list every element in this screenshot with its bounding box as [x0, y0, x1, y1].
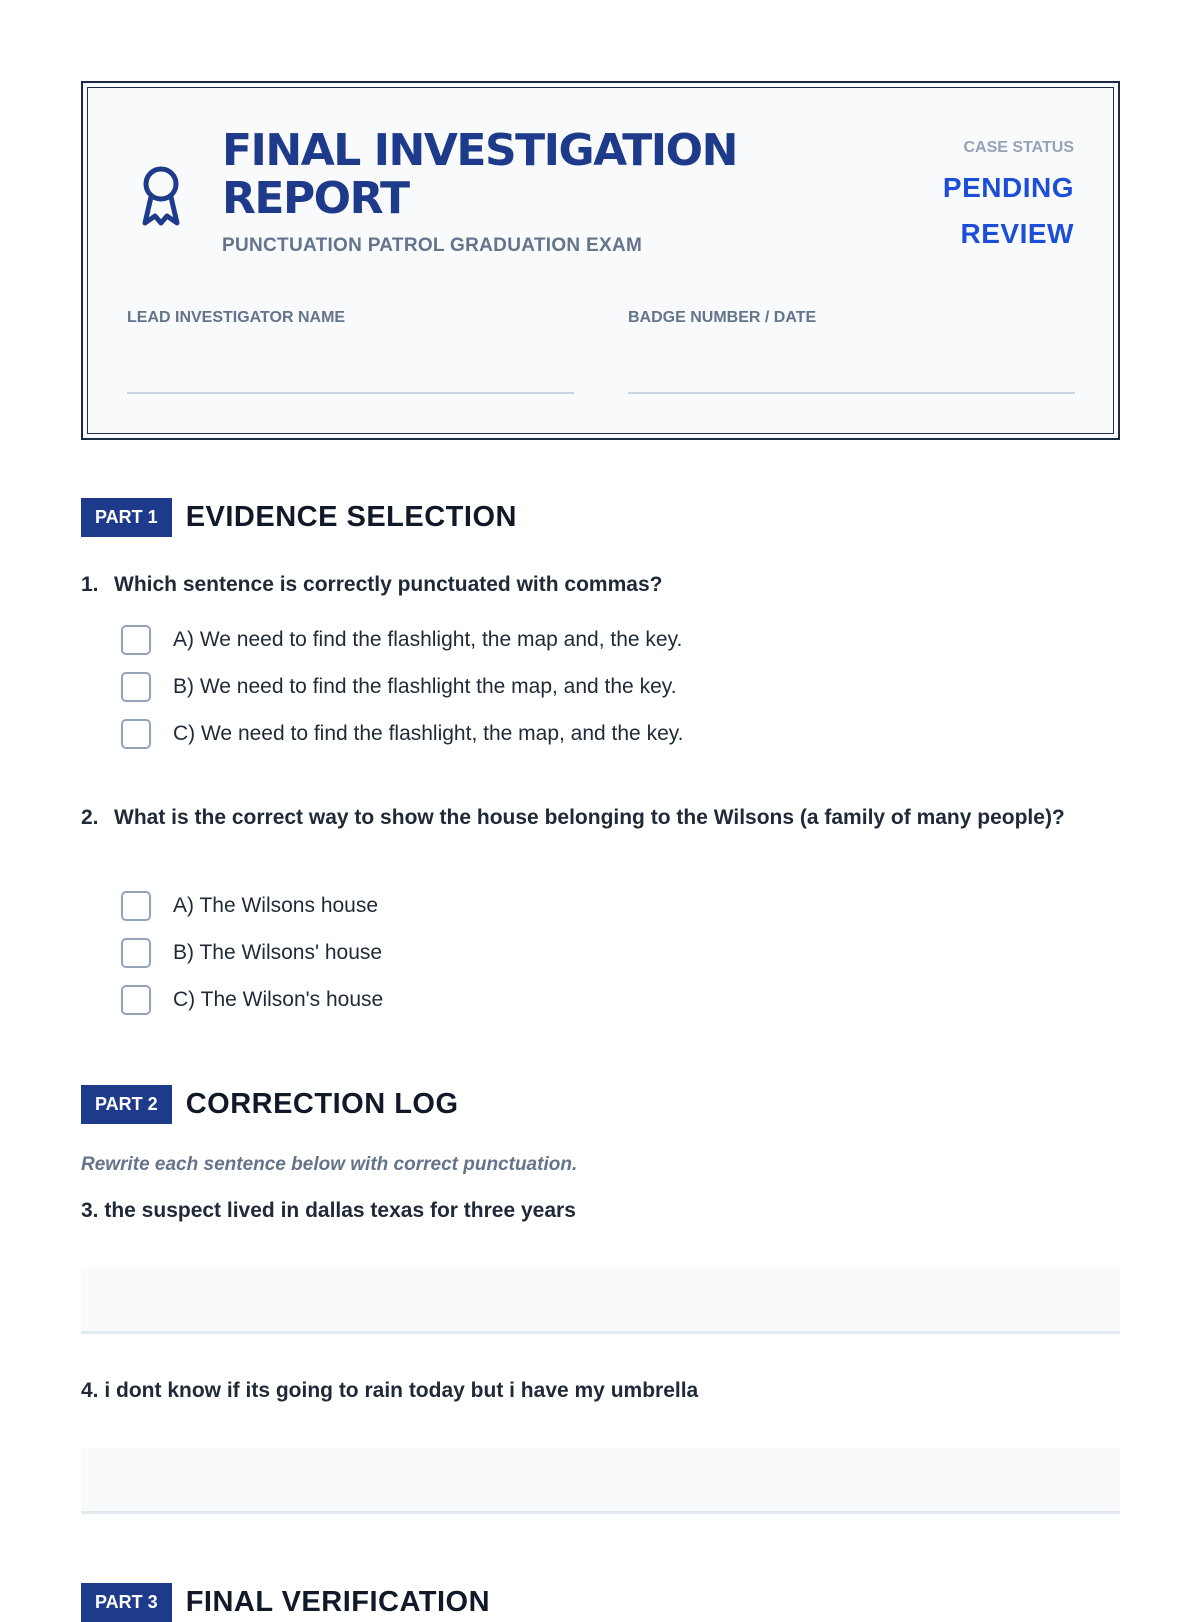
part3-header [81, 1583, 490, 1622]
q2-option-b-text: B) The Wilsons' house [173, 940, 383, 964]
case-status-value: PENDING REVIEW [942, 172, 1074, 249]
case-status-label: CASE STATUS [963, 139, 1074, 156]
q1-option-c-checkbox[interactable] [121, 719, 151, 749]
correction-item-3-text: 3. the suspect lived in dallas texas for three years [81, 1199, 576, 1222]
correction-item-4-answer[interactable] [81, 1448, 1120, 1514]
part1-header [81, 498, 517, 537]
q1-option-c-text: C) We need to find the flashlight, the map, and the key. [173, 721, 684, 745]
part1-title: EVIDENCE SELECTION [185, 501, 517, 533]
part3-badge: PART 3 [81, 1583, 172, 1622]
correction-item-4 [81, 1374, 698, 1408]
question-2-options [121, 882, 383, 1023]
q1-option-b-text: B) We need to find the flashlight the map, and the key. [173, 674, 677, 698]
q1-option-a[interactable] [121, 616, 684, 663]
exam-page [81, 81, 1120, 1618]
part2-header [81, 1085, 459, 1124]
badge-date-field[interactable] [628, 392, 1075, 394]
q1-option-a-checkbox[interactable] [121, 625, 151, 655]
q2-option-a-checkbox[interactable] [121, 891, 151, 921]
part2-instructions: Rewrite each sentence below with correct punctuation. [81, 1154, 578, 1175]
report-title: FINAL INVESTIGATION REPORT [222, 125, 737, 224]
q1-option-b[interactable] [121, 663, 684, 710]
q2-option-a[interactable] [121, 882, 383, 929]
ribbon-award-icon [139, 165, 183, 227]
part2-badge: PART 2 [81, 1085, 172, 1124]
q2-option-b[interactable] [121, 929, 383, 976]
q2-option-c-checkbox[interactable] [121, 985, 151, 1015]
part3-title: FINAL VERIFICATION [185, 1586, 491, 1618]
question-2-text: What is the correct way to show the house belonging to the Wilsons (a family of many people)? [114, 806, 1065, 829]
question-1-options [121, 616, 684, 757]
question-2-bold-word: Wilsons [713, 806, 795, 829]
correction-item-4-text: 4. i dont know if its going to rain today but i have my umbrella [81, 1379, 699, 1402]
part1-badge: PART 1 [81, 498, 172, 537]
badge-date-label: BADGE NUMBER / DATE [628, 309, 817, 326]
question-1-number: 1. [81, 573, 99, 596]
q2-option-a-text: A) The Wilsons house [173, 893, 379, 917]
lead-investigator-field[interactable] [127, 392, 574, 394]
q1-option-a-text: A) We need to find the flashlight, the map and, the key. [173, 627, 683, 651]
part2-title: CORRECTION LOG [185, 1088, 459, 1120]
q1-option-b-checkbox[interactable] [121, 672, 151, 702]
q2-option-c-text: C) The Wilson's house [173, 987, 384, 1011]
q2-option-c[interactable] [121, 976, 383, 1023]
report-header-card [81, 81, 1120, 440]
question-1-text: Which sentence is correctly punctuated with commas? [114, 573, 663, 596]
report-subtitle: PUNCTUATION PATROL GRADUATION EXAM [222, 235, 643, 256]
q1-option-c[interactable] [121, 710, 684, 757]
q2-option-b-checkbox[interactable] [121, 938, 151, 968]
correction-item-3-answer[interactable] [81, 1268, 1120, 1334]
correction-item-3 [81, 1194, 576, 1228]
question-2-number: 2. [81, 806, 99, 829]
lead-investigator-label: LEAD INVESTIGATOR NAME [127, 309, 346, 326]
